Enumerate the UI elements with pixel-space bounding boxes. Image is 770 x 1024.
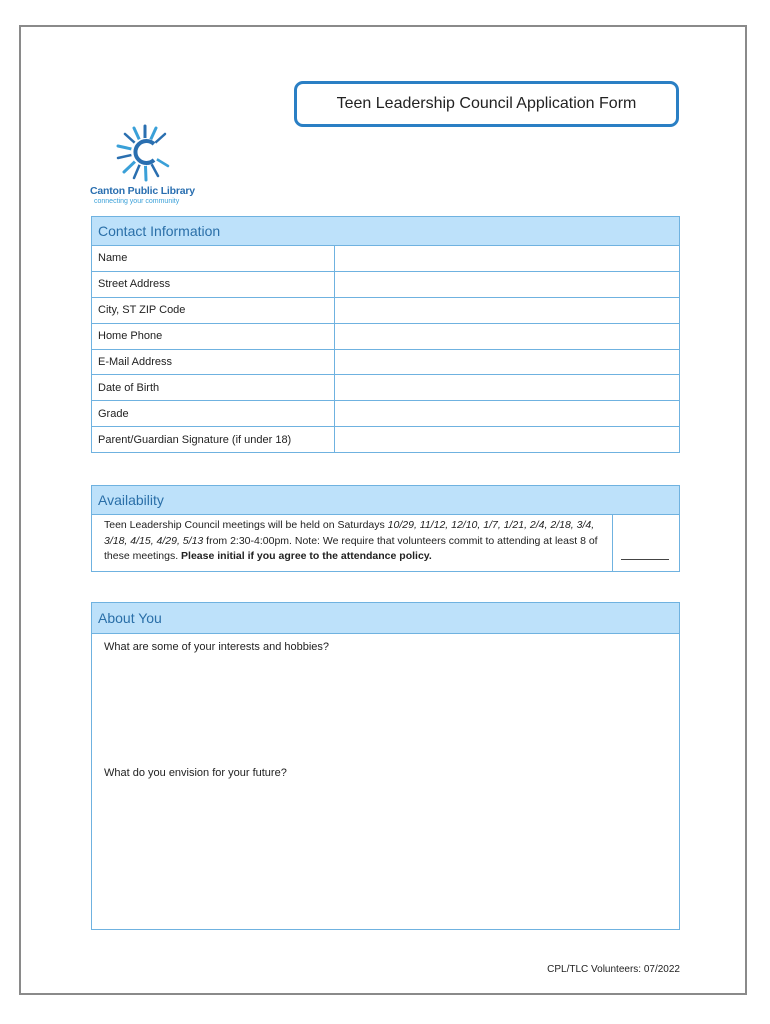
name-field[interactable] bbox=[335, 246, 679, 271]
meeting-dates: 10/29, 11/12, 12/10, 1/7, 1/21, 2/4, 2/18, 3/4, 3/18, 4/15, 4/29, 5/13 bbox=[104, 519, 595, 547]
library-name: Canton Public Library bbox=[90, 185, 195, 197]
contact-information-section bbox=[91, 216, 680, 453]
contact-row-street bbox=[92, 272, 679, 298]
about-you-section bbox=[91, 602, 680, 930]
row-label: Date of Birth bbox=[92, 375, 335, 400]
grade-field[interactable] bbox=[335, 401, 679, 426]
row-label: Home Phone bbox=[92, 324, 335, 349]
row-label: Grade bbox=[92, 401, 335, 426]
contact-row-city bbox=[92, 298, 679, 324]
library-logo bbox=[90, 122, 200, 210]
library-logo-icon bbox=[110, 122, 180, 184]
contact-row-name bbox=[92, 246, 679, 272]
policy-initial-request: Please initial if you agree to the attendance policy. bbox=[181, 550, 432, 562]
form-title: Teen Leadership Council Application Form bbox=[294, 81, 679, 127]
guardian-signature-field[interactable] bbox=[335, 427, 679, 453]
footer-note: CPL/TLC Volunteers: 07/2022 bbox=[547, 964, 680, 975]
row-label: Street Address bbox=[92, 272, 335, 297]
policy-note: from 2:30-4:00pm. Note: We require that volunteers commit to attending at least 8 of these meetings. bbox=[104, 534, 598, 562]
availability-policy-text bbox=[92, 515, 613, 571]
availability-section bbox=[91, 485, 680, 572]
contact-row-email bbox=[92, 350, 679, 376]
initial-line bbox=[621, 559, 669, 560]
contact-row-dob bbox=[92, 375, 679, 401]
home-phone-field[interactable] bbox=[335, 324, 679, 349]
availability-section-header: Availability bbox=[92, 486, 679, 515]
contact-section-header: Contact Information bbox=[92, 217, 679, 246]
city-state-zip-field[interactable] bbox=[335, 298, 679, 323]
initial-field[interactable] bbox=[613, 515, 679, 571]
email-field[interactable] bbox=[335, 350, 679, 375]
street-address-field[interactable] bbox=[335, 272, 679, 297]
contact-row-signature bbox=[92, 427, 679, 453]
date-of-birth-field[interactable] bbox=[335, 375, 679, 400]
row-label: Parent/Guardian Signature (if under 18) bbox=[92, 427, 335, 453]
contact-row-phone bbox=[92, 324, 679, 350]
future-question: What do you envision for your future? bbox=[104, 767, 287, 779]
library-tagline: connecting your community bbox=[94, 198, 180, 205]
interests-question: What are some of your interests and hobbies? bbox=[104, 641, 330, 653]
contact-row-grade bbox=[92, 401, 679, 427]
about-section-header: About You bbox=[92, 603, 679, 634]
availability-body bbox=[92, 515, 679, 571]
row-label: E-Mail Address bbox=[92, 350, 335, 375]
row-label: City, ST ZIP Code bbox=[92, 298, 335, 323]
row-label: Name bbox=[92, 246, 335, 271]
policy-intro: Teen Leadership Council meetings will be held on Saturdays bbox=[104, 519, 388, 531]
